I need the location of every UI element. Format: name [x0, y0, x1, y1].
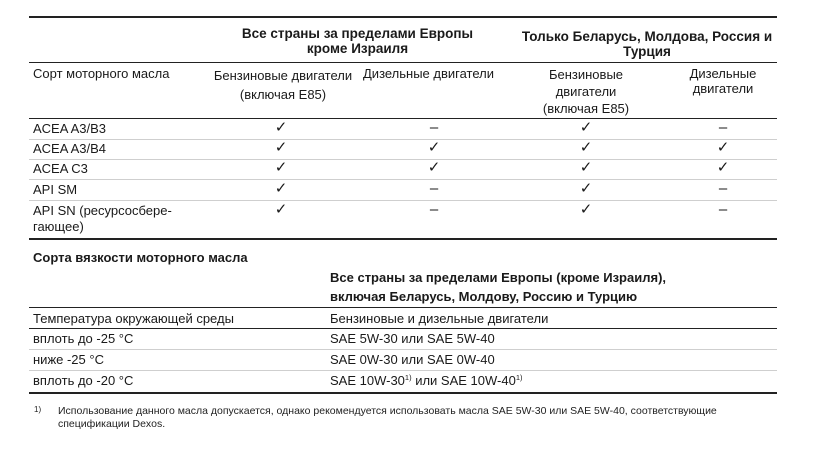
- col-header-diesel-1: Дизельные двигатели: [363, 66, 495, 81]
- table-top-rule: [29, 16, 777, 18]
- engine-header: Бензиновые и дизельные двигатели: [330, 311, 549, 326]
- row-divider: [29, 349, 777, 350]
- temperature-value: вплоть до -20 °C: [33, 373, 134, 388]
- dash-mark: –: [718, 119, 728, 136]
- check-icon: ✓: [579, 201, 593, 218]
- check-icon: ✓: [427, 139, 441, 156]
- check-icon: ✓: [579, 119, 593, 136]
- table-bottom-rule: [29, 392, 777, 394]
- row-divider: [29, 370, 777, 371]
- temperature-header: Температура окружающей среды: [33, 311, 234, 326]
- viscosity-group-header: Все страны за пределами Европы (кроме Израиля), включая Беларусь, Молдову, Россию и Турцию: [330, 270, 667, 304]
- header-rule: [29, 307, 777, 308]
- col-header-petrol-2: Бензиновые двигатели (включая E85): [542, 67, 630, 116]
- check-icon: ✓: [274, 139, 288, 156]
- footnote-text: Использование данного масла допускается, однако рекомендуется использовать масла SAE 5W-30 или SAE 5W-40, соответствующие спецификации Dexos.: [58, 405, 717, 430]
- header-bottom-rule: [29, 328, 777, 329]
- oil-option-b: или SAE 10W-40: [411, 373, 516, 388]
- temperature-value: вплоть до -25 °C: [33, 331, 134, 346]
- row-label: API SM: [33, 182, 78, 197]
- check-icon: ✓: [716, 159, 730, 176]
- row-divider: [29, 159, 777, 160]
- check-icon: ✓: [716, 139, 730, 156]
- check-icon: ✓: [274, 119, 288, 136]
- dash-mark: –: [718, 201, 728, 218]
- group-header-outside-europe: Все страны за пределами Европы кроме Израиля: [241, 26, 474, 56]
- row-divider: [29, 200, 777, 201]
- oil-viscosity-value: [330, 373, 523, 389]
- dash-mark: –: [718, 180, 728, 197]
- row-label: API SN (ресурсосбере-гающее): [33, 203, 172, 234]
- dash-mark: –: [429, 180, 439, 197]
- footnote-marker: 1): [34, 405, 42, 414]
- section-title: Сорта вязкости моторного масла: [33, 250, 248, 265]
- row-label: ACEA A3/B3: [33, 121, 106, 136]
- check-icon: ✓: [579, 180, 593, 197]
- header-rule: [29, 62, 777, 63]
- row-label: ACEA A3/B4: [33, 141, 106, 156]
- dash-mark: –: [429, 119, 439, 136]
- check-icon: ✓: [274, 159, 288, 176]
- temperature-value: ниже -25 °C: [33, 352, 104, 367]
- check-icon: ✓: [274, 201, 288, 218]
- oil-option-a: SAE 10W-30: [330, 373, 405, 388]
- table-bottom-rule: [29, 238, 777, 240]
- header-bottom-rule: [29, 118, 777, 119]
- dash-mark: –: [429, 201, 439, 218]
- group-header-belarus-moldova: Только Беларусь, Молдова, Россия и Турция: [521, 29, 773, 59]
- check-icon: ✓: [579, 139, 593, 156]
- oil-viscosity-value: SAE 5W-30 или SAE 5W-40: [330, 331, 495, 346]
- col-header-petrol-1: Бензиновые двигатели (включая E85): [213, 68, 353, 102]
- row-divider: [29, 179, 777, 180]
- check-icon: ✓: [274, 180, 288, 197]
- row-header-label: Сорт моторного масла: [33, 66, 170, 81]
- row-label: ACEA C3: [33, 161, 88, 176]
- check-icon: ✓: [427, 159, 441, 176]
- check-icon: ✓: [579, 159, 593, 176]
- footnote-ref: 1): [404, 373, 412, 382]
- row-divider: [29, 139, 777, 140]
- oil-viscosity-value: SAE 0W-30 или SAE 0W-40: [330, 352, 495, 367]
- col-header-diesel-2: Дизельные двигатели: [689, 66, 757, 96]
- footnote-ref: 1): [515, 373, 523, 382]
